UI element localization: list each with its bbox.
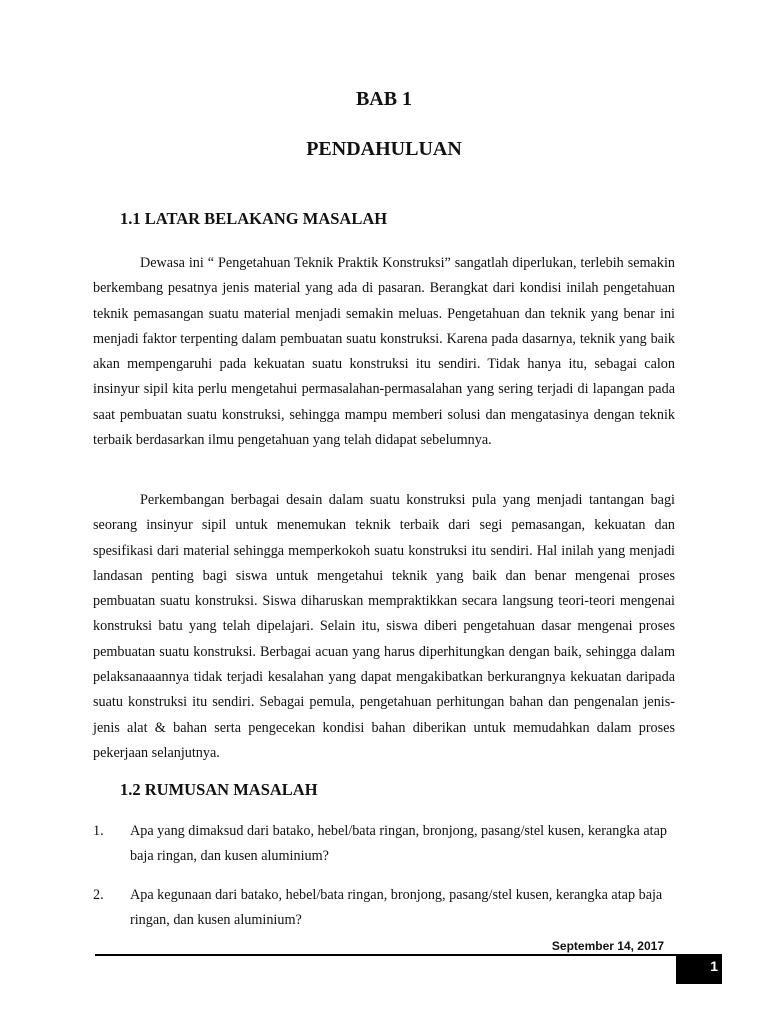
numbered-list — [93, 819, 675, 946]
chapter-number: BAB 1 — [355, 88, 413, 110]
list-item-text: Apa yang dimaksud dari batako, hebel/bata ringan, bronjong, pasang/stel kusen, kerangka atap baja ringan, dan kusen aluminium? — [130, 823, 667, 865]
list-item-number: 1. — [93, 823, 104, 839]
chapter-title: PENDAHULUAN — [306, 138, 462, 160]
list-item — [93, 883, 675, 934]
page-number: 1 — [676, 954, 722, 984]
list-item-number: 2. — [93, 886, 104, 903]
list-item-text: Apa kegunaan dari batako, hebel/bata ringan, bronjong, pasang/stel kusen, kerangka atap baja ringan, dan kusen aluminium? — [130, 886, 663, 928]
paragraph: Perkembangan berbagai desain dalam suatu konstruksi pula yang menjadi tantangan bagi seorang insinyur sipil untuk menemukan teknik terbaik dari segi pemasangan, kekuatan dan spesifikasi dari material sehingga memperkokoh suatu konstruksi itu sendiri. Hal inilah yang menjadi landasan penting bagi siswa untuk mengetahui teknik yang baik dan benar mengenai proses pembuatan suatu konstruksi. Siswa diharuskan mempraktikkan secara langsung teori-teori mengenai konstruksi batu yang telah dipelajari. Selain itu, siswa diberi pengetahuan dasar mengenai proses pembuatan suatu konstruksi. Berbagai acuan yang harus diperhitungkan dengan baik, sehingga dalam pelaksanaaannya tidak terjadi kesalahan yang dapat mengakibatkan berkurangnya kekuatan daripada suatu konstruksi itu sendiri. Sebagai pemula, pengetahuan perhitungan bahan dan pengenalan jenis-jenis alat & bahan serta pengecekan kondisi bahan diberikan untuk memudahkan dalam proses pekerjaan selanjutnya. — [93, 492, 675, 761]
section-heading-latar-belakang: 1.1 LATAR BELAKANG MASALAH — [120, 209, 388, 228]
footer-divider — [95, 954, 697, 956]
paragraph: Dewasa ini “ Pengetahuan Teknik Praktik Konstruksi” sangatlah diperlukan, terlebih semakin berkembang pesatnya jenis material yang ada di pasaran. Berangkat dari kondisi inilah pengetahuan teknik pemasangan suatu material menjadi semakin meluas. Pengetahuan dan teknik yang benar ini menjadi faktor terpenting dalam pembuatan suatu konstruksi. Karena pada dasarnya, teknik yang baik akan mempengaruhi pada kekuatan suatu konstruksi itu sendiri. Tidak hanya itu, sebagai calon insinyur sipil kita perlu mengetahui permasalahan-permasalahan yang sering terjadi di lapangan pada saat pembuatan suatu konstruksi, sehingga mampu memberi solusi dan mengatasinya dengan teknik terbaik berdasarkan ilmu pengetahuan yang telah didapat sebelumnya. — [93, 255, 675, 449]
footer-date: September 14, 2017 — [551, 939, 664, 953]
section-heading-rumusan-masalah: 1.2 RUMUSAN MASALAH — [120, 780, 318, 799]
list-item — [93, 819, 675, 870]
